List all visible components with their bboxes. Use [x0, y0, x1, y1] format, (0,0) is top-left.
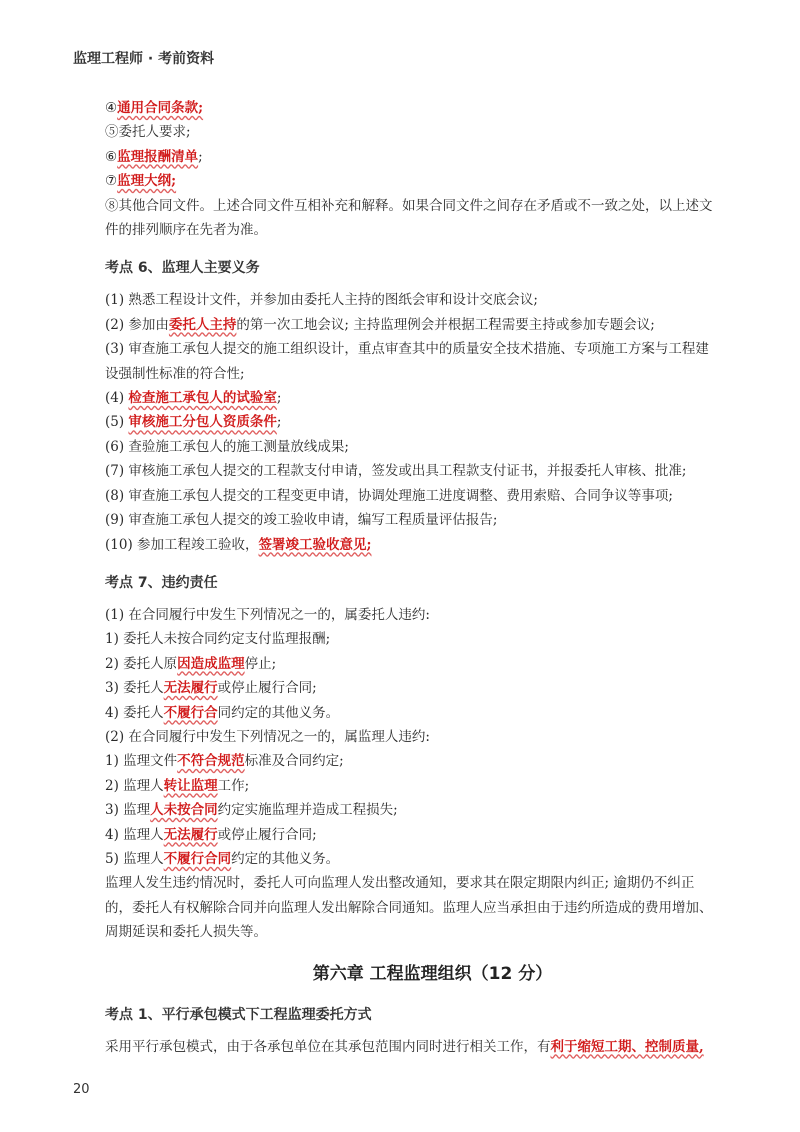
list-item: [105, 96, 720, 120]
list-item: [105, 120, 720, 144]
item-text: 约定的其他义务。: [231, 850, 340, 867]
list-item: [105, 774, 720, 798]
list-item: [105, 313, 720, 337]
highlight-text: 人未按合同: [150, 802, 218, 819]
highlight-text: 监理大纲;: [117, 173, 177, 190]
list-item: [105, 410, 720, 434]
item-text: 同约定的其他义务。: [217, 704, 340, 721]
page-header: 监理工程师 · 考前资料: [73, 51, 215, 67]
list-item: [105, 627, 720, 651]
item-text: (2) 参加由: [105, 316, 169, 333]
item-text: (10) 参加工程竣工验收，: [105, 536, 259, 553]
list-item: [105, 823, 720, 847]
obligations-list: [105, 288, 720, 556]
item-text: 5) 监理人: [105, 850, 164, 867]
item-marker: ⑤: [105, 124, 119, 141]
list-item: [105, 652, 720, 676]
list-item: [105, 484, 720, 508]
highlight-text: 通用合同条款;: [117, 100, 204, 116]
list-item: [105, 508, 720, 532]
item-text: 的第一次工地会议; 主持监理例会并根据工程需要主持或参加专题会议;: [236, 316, 655, 333]
highlight-text: 利于缩短工期、控制质量,: [550, 1038, 704, 1055]
list-item: [105, 169, 720, 193]
item-text: 工作;: [217, 777, 250, 794]
item-marker: ④: [105, 100, 118, 116]
item-text: (1) 熟悉工程设计文件，并参加由委托人主持的图纸会审和设计交底会议;: [105, 292, 538, 309]
item-text: ;: [276, 414, 282, 431]
item-text: (9) 审查施工承包人提交的竣工验收申请，编写工程质量评估报告;: [105, 512, 498, 529]
item-text: 委托人要求;: [118, 124, 191, 141]
highlight-text: 审核施工分包人资质条件: [128, 414, 277, 431]
item-marker: ⑥: [105, 148, 118, 165]
contract-docs-list: [105, 96, 720, 242]
item-text: 或停止履行合同;: [217, 680, 317, 697]
highlight-text: 无法履行: [163, 826, 218, 843]
list-item: [105, 725, 720, 749]
paragraph: 监理人发生违约情况时，委托人可向监理人发出整改通知，要求其在限定期限内纠正; 逾期仍不纠正的，委托人有权解除合同并向监理人发出解除合同通知。监理人应当承担由于违约所造成的费用增加、周期延误和委托人损失等。: [105, 875, 713, 941]
highlight-text: 因造成监理: [177, 655, 245, 672]
list-item: [105, 386, 720, 410]
highlight-text: 监理报酬清单: [117, 148, 199, 165]
item-text: (2) 在合同履行中发生下列情况之一的，属监理人违约:: [105, 728, 430, 745]
list-item: [105, 145, 720, 169]
item-text: 1) 监理文件: [105, 753, 178, 770]
list-item: [105, 749, 720, 773]
paragraph: ⑧其他合同文件。上述合同文件互相补充和解释。如果合同文件之间存在矛盾或不一致之处，以上述文件的排列顺序在先者为准。: [105, 197, 713, 239]
highlight-text: 签署竣工验收意见;: [258, 536, 372, 553]
list-item: [105, 603, 720, 627]
list-item: [105, 459, 720, 483]
item-text: 4) 监理人: [105, 826, 164, 843]
item-text: 标准及合同约定;: [244, 753, 344, 770]
paragraph: [105, 1035, 720, 1059]
highlight-text: 无法履行: [163, 680, 218, 697]
item-text: 1) 委托人未按合同约定支付监理报酬;: [105, 631, 331, 648]
page-content: [105, 96, 720, 1059]
list-item: [105, 337, 720, 386]
item-text: (7) 审核施工承包人提交的工程款支付申请，签发或出具工程款支付证书，并报委托人审核、批准;: [105, 463, 687, 480]
highlight-text: 转让监理: [163, 777, 218, 794]
item-text: 停止;: [244, 655, 277, 672]
item-text: (3) 审查施工承包人提交的施工组织设计，重点审查其中的质量安全技术措施、专项施工方案与工程建设强制性标准的符合性;: [105, 341, 709, 382]
item-text: 2) 监理人: [105, 777, 164, 794]
breach-list: [105, 603, 720, 871]
item-text: 或停止履行合同;: [217, 826, 317, 843]
item-text: (6) 查验施工承包人的施工测量放线成果;: [105, 438, 349, 455]
highlight-text: 不履行合: [163, 704, 218, 721]
page-number: 20: [73, 1082, 90, 1097]
item-text: 4) 委托人: [105, 704, 164, 721]
item-marker: ⑦: [105, 173, 118, 190]
item-text: 3) 监理: [105, 802, 151, 819]
list-item: [105, 701, 720, 725]
highlight-text: 委托人主持: [168, 316, 237, 333]
list-item: [105, 435, 720, 459]
item-text: 2) 委托人原: [105, 655, 178, 672]
highlight-text: 检查施工承包人的试验室: [128, 390, 277, 407]
item-text: 采用平行承包模式，由于各承包单位在其承包范围内同时进行相关工作，有: [105, 1038, 551, 1055]
list-item: [105, 676, 720, 700]
item-text: (1) 在合同履行中发生下列情况之一的，属委托人违约:: [105, 606, 430, 623]
list-item: [105, 533, 720, 557]
item-text: (4): [105, 390, 129, 407]
item-text: (5): [105, 414, 129, 431]
item-text: 约定实施监理并造成工程损失;: [217, 802, 398, 819]
list-item: [105, 798, 720, 822]
chapter-title: 第六章 工程监理组织（12 分）: [312, 963, 553, 984]
section-heading: 考点 1、平行承包模式下工程监理委托方式: [105, 1006, 372, 1023]
highlight-text: 不履行合同: [163, 850, 232, 867]
item-text: ;: [276, 390, 282, 407]
list-item: [105, 288, 720, 312]
item-text: (8) 审查施工承包人提交的工程变更申请，协调处理施工进度调整、费用索赔、合同争议等事项;: [105, 487, 673, 504]
section-heading: 考点 6、监理人主要义务: [105, 260, 260, 277]
item-text: 3) 委托人: [105, 680, 164, 697]
item-text: ;: [198, 148, 203, 165]
list-item: [105, 847, 720, 871]
highlight-text: 不符合规范: [177, 753, 245, 770]
section-heading: 考点 7、违约责任: [105, 574, 218, 591]
